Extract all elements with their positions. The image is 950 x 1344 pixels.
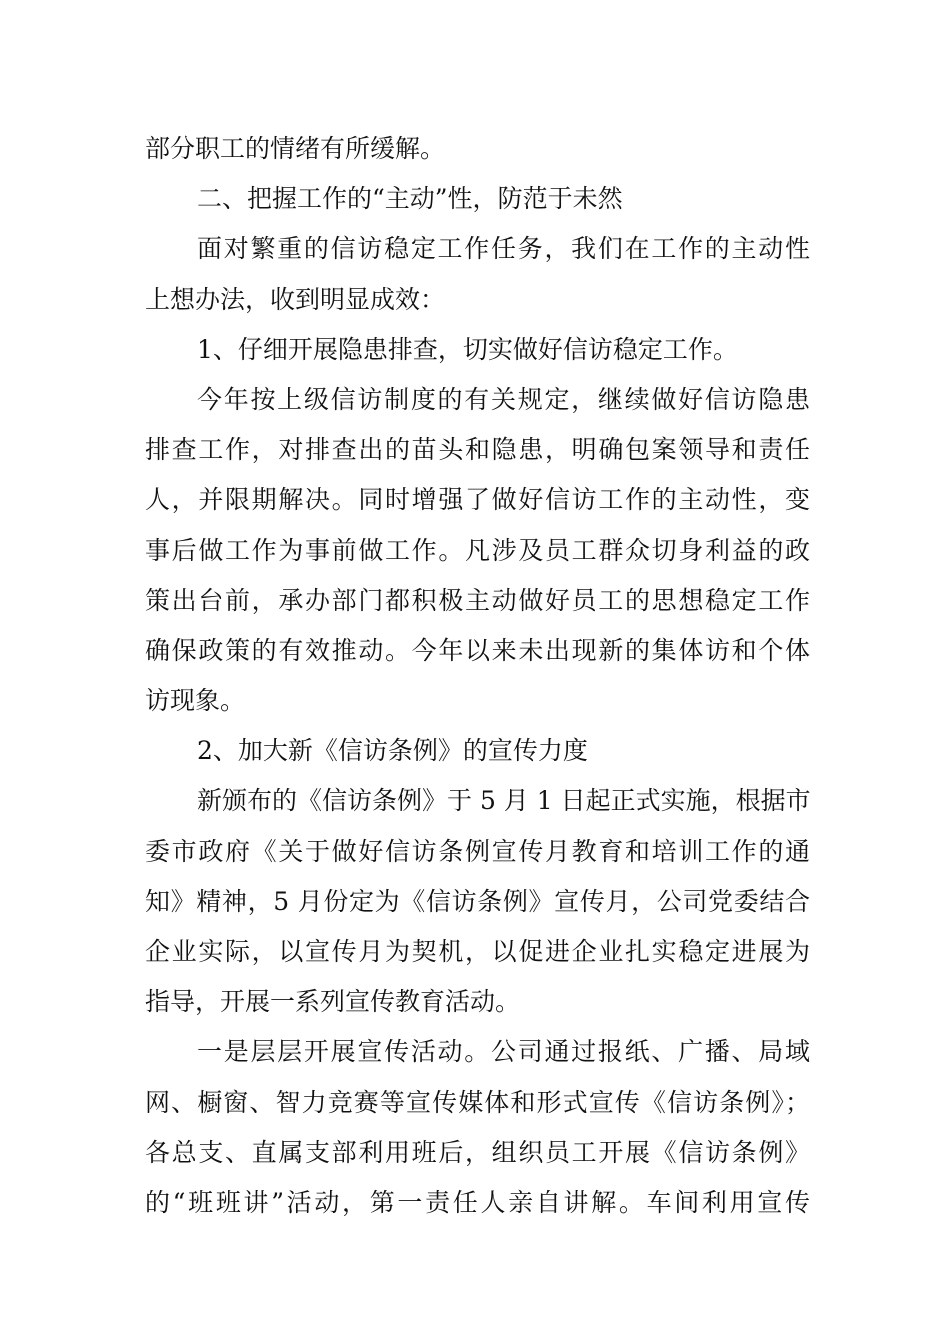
text-line: 部分职工的情绪有所缓解。: [145, 134, 446, 163]
text-line: 2、加大新《信访条例》的宣传力度: [197, 736, 588, 766]
text-line: 二、把握工作的“主动”性，防范于未然: [197, 184, 623, 214]
text-line: 事后做工作为事前做工作。凡涉及员工群众切身利益的政: [145, 535, 810, 565]
text-line: 1、仔细开展隐患排查，切实做好信访稳定工作。: [197, 334, 738, 364]
document-body: [145, 124, 810, 1228]
text-line: 策出台前，承办部门都积极主动做好员工的思想稳定工作: [145, 585, 810, 615]
text-line: 指导，开展一系列宣传教育活动。: [145, 987, 521, 1017]
text-line: 上想办法，收到明显成效：: [145, 284, 446, 314]
text-line: 的“班班讲”活动，第一责任人亲自讲解。车间利用宣传: [145, 1187, 810, 1217]
text-line: 排查工作，对排查出的苗头和隐患，明确包案领导和责任: [145, 435, 810, 465]
text-line: 确保政策的有效推动。今年以来未出现新的集体访和个体: [145, 635, 810, 665]
text-line: 知》精神，5 月份定为《信访条例》宣传月，公司党委结合: [145, 886, 810, 916]
text-line: 网、橱窗、智力竞赛等宣传媒体和形式宣传《信访条例》；: [145, 1087, 810, 1117]
text-line: 今年按上级信访制度的有关规定，继续做好信访隐患: [197, 384, 810, 414]
text-line: 委市政府《关于做好信访条例宣传月教育和培训工作的通: [145, 836, 810, 866]
text-line: 一是层层开展宣传活动。公司通过报纸、广播、局域: [197, 1037, 810, 1067]
text-line: 企业实际，以宣传月为契机，以促进企业扎实稳定进展为: [145, 937, 810, 966]
text-line: 面对繁重的信访稳定工作任务，我们在工作的主动性: [197, 234, 810, 264]
text-line: 人，并限期解决。同时增强了做好信访工作的主动性，变: [145, 485, 810, 515]
text-line: 新颁布的《信访条例》于 5 月 1 日起正式实施，根据市: [197, 786, 811, 816]
text-line: 访现象。: [145, 686, 246, 716]
text-line: 各总支、直属支部利用班后，组织员工开展《信访条例》: [145, 1137, 810, 1167]
